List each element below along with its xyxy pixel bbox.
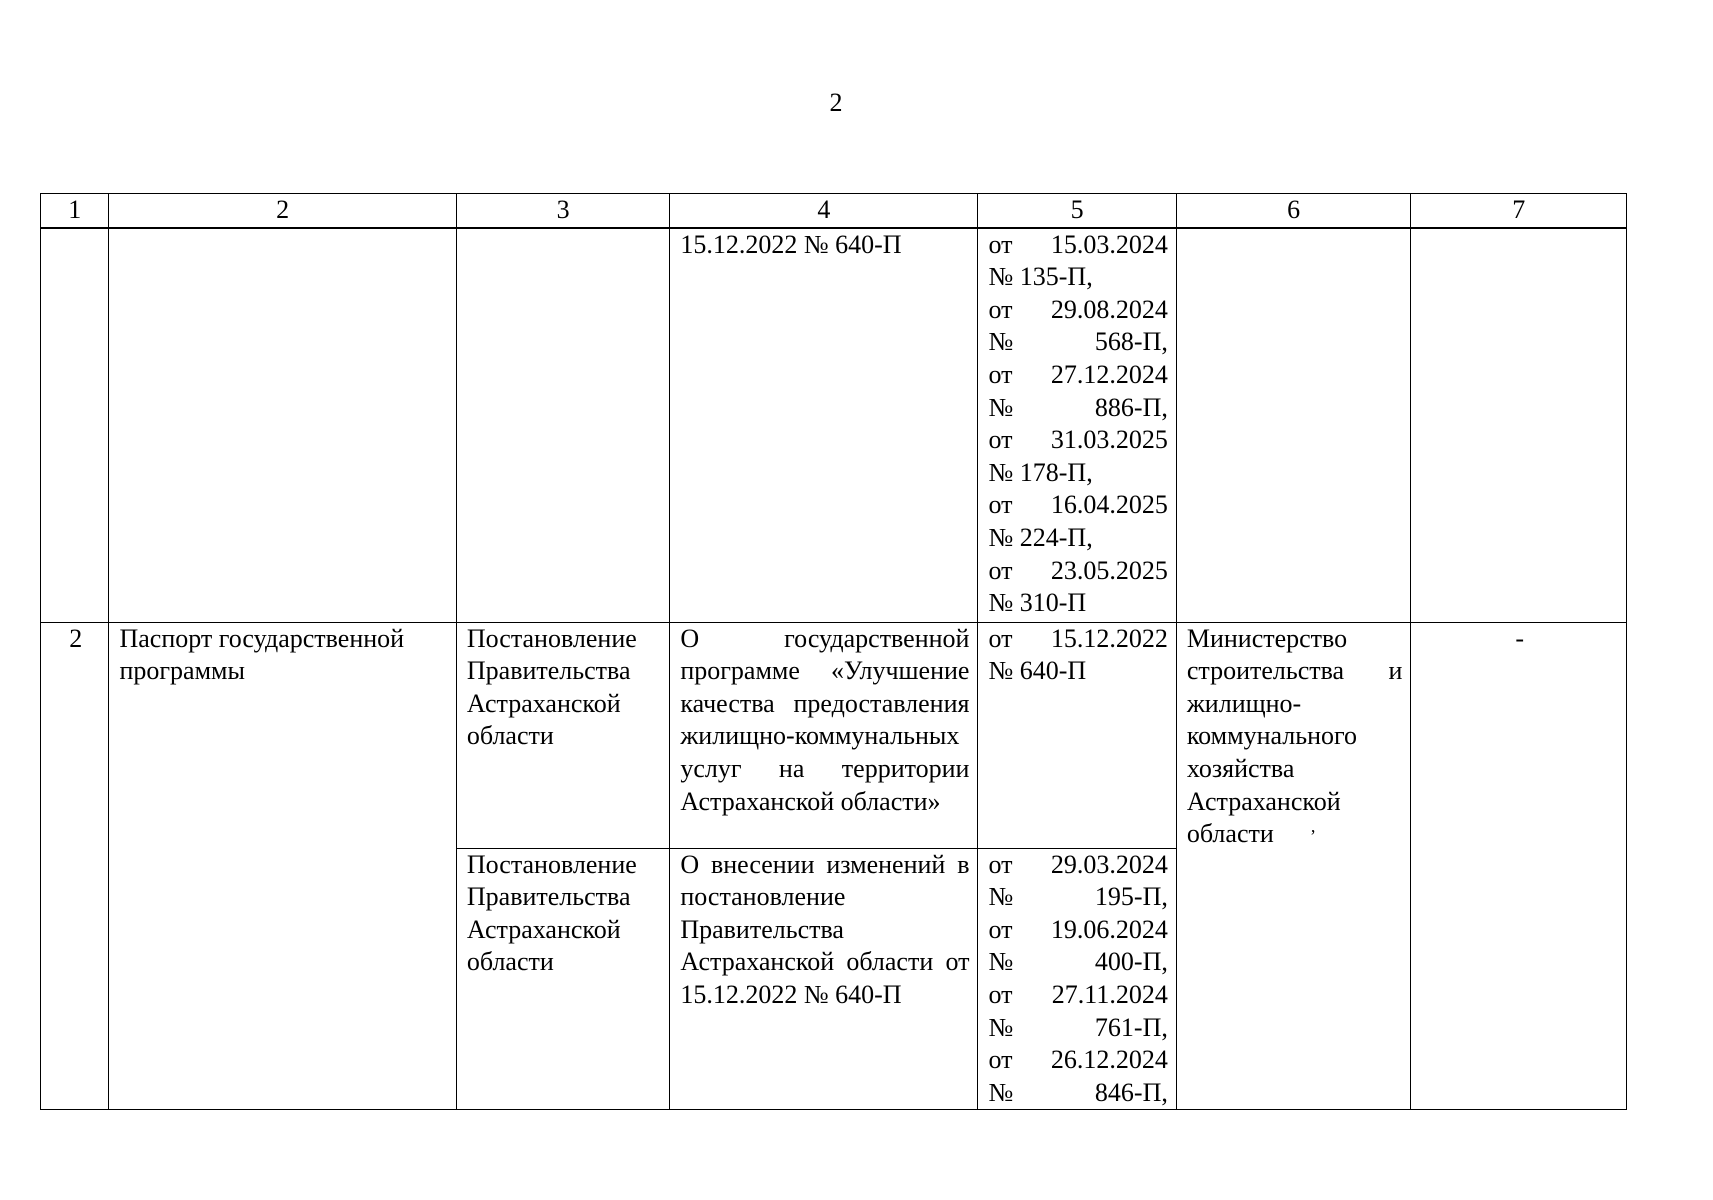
ref-line xyxy=(988,1044,1167,1077)
cell-act-details xyxy=(978,848,1176,1110)
ref-value: 846-П, xyxy=(1094,1077,1168,1107)
cell-number: 2 xyxy=(41,622,109,1110)
ref-line xyxy=(988,1077,1167,1110)
ref-prefix: № xyxy=(988,327,1014,357)
ref-line xyxy=(988,555,1167,588)
pen-mark: ʼ xyxy=(1310,826,1316,846)
cell-act-details xyxy=(978,622,1176,848)
header-col-7: 7 xyxy=(1411,194,1627,228)
cell-act-type: Постановление Правительства Астраханской области xyxy=(456,622,669,848)
ref-prefix: от xyxy=(988,359,1013,389)
cell-act-type: Постановление Правительства Астраханской области xyxy=(456,848,669,1110)
cell-note: - xyxy=(1411,622,1627,1110)
cell-act-type xyxy=(456,228,669,623)
ref-value: 400-П, xyxy=(1094,947,1168,977)
header-col-1: 1 xyxy=(41,194,109,228)
ref-list xyxy=(988,229,1167,620)
cell-number xyxy=(41,228,109,623)
ref-line xyxy=(988,294,1167,327)
ref-value: 568-П, xyxy=(1094,327,1168,357)
ref-prefix: № xyxy=(988,392,1014,422)
ref-line xyxy=(988,914,1167,947)
ref-value: 886-П, xyxy=(1094,392,1168,422)
ref-prefix: от xyxy=(988,294,1013,324)
ref-prefix: № 135-П, xyxy=(988,262,1093,292)
ref-prefix: от xyxy=(988,623,1013,653)
table-row xyxy=(41,622,1627,848)
ref-value: 195-П, xyxy=(1094,882,1168,912)
ref-prefix: № 224-П, xyxy=(988,522,1093,552)
cell-responsible: Министерство строительства и жилищно-коммунального хозяйства Астраханской области xyxy=(1176,622,1411,1110)
ref-line xyxy=(988,229,1167,262)
ref-value: 15.03.2024 xyxy=(1050,229,1168,259)
cell-responsible xyxy=(1176,228,1411,623)
ref-value: 23.05.2025 xyxy=(1050,555,1168,585)
cell-act-title: О государственной программе «Улучшение качества предоставления жилищно-коммунальных услуг на территории Астраханской области» xyxy=(670,622,978,848)
ref-prefix: от xyxy=(988,229,1013,259)
ref-prefix: № xyxy=(988,882,1014,912)
ref-prefix: № 178-П, xyxy=(988,457,1093,487)
ref-line xyxy=(988,392,1167,425)
cell-act-title: О внесении изменений в постановление Правительства Астраханской области от 15.12.2022 № 640-П xyxy=(670,848,978,1110)
ref-value: 29.03.2024 xyxy=(1050,849,1168,879)
ref-line xyxy=(988,457,1167,490)
ref-line xyxy=(988,623,1167,656)
ref-list xyxy=(988,623,1167,688)
ref-line xyxy=(988,946,1167,979)
ref-prefix: от xyxy=(988,914,1013,944)
ref-prefix: № xyxy=(988,1012,1014,1042)
table-row-continued xyxy=(41,228,1627,623)
page-number: 2 xyxy=(829,88,843,117)
header-col-3: 3 xyxy=(456,194,669,228)
ref-line xyxy=(988,424,1167,457)
ref-prefix: от xyxy=(988,490,1013,520)
header-col-6: 6 xyxy=(1176,194,1411,228)
ref-line xyxy=(988,587,1167,620)
ref-value: 31.03.2025 xyxy=(1050,425,1168,455)
header-col-5: 5 xyxy=(978,194,1176,228)
header-col-2: 2 xyxy=(109,194,456,228)
ref-line xyxy=(988,359,1167,392)
ref-line xyxy=(988,261,1167,294)
ref-line xyxy=(988,979,1167,1012)
ref-value: 761-П, xyxy=(1094,1012,1168,1042)
ref-prefix: № xyxy=(988,947,1014,977)
ref-prefix: № xyxy=(988,1077,1014,1107)
ref-value: 19.06.2024 xyxy=(1050,914,1168,944)
ref-line xyxy=(988,849,1167,882)
ref-line xyxy=(988,655,1167,688)
ref-prefix: от xyxy=(988,1045,1013,1075)
ref-line xyxy=(988,326,1167,359)
cell-note xyxy=(1411,228,1627,623)
ref-prefix: № 640-П xyxy=(988,656,1087,686)
ref-value: 26.12.2024 xyxy=(1050,1045,1168,1075)
header-row xyxy=(41,194,1627,228)
ref-prefix: от xyxy=(988,425,1013,455)
cell-act-details xyxy=(978,228,1176,623)
cell-document-name xyxy=(109,228,456,623)
ref-value: 29.08.2024 xyxy=(1050,294,1168,324)
ref-value: 27.11.2024 xyxy=(1051,979,1168,1009)
ref-line xyxy=(988,489,1167,522)
ref-prefix: от xyxy=(988,979,1013,1009)
document-table xyxy=(40,193,1627,1110)
ref-prefix: № 310-П xyxy=(988,588,1087,618)
ref-value: 27.12.2024 xyxy=(1050,359,1168,389)
ref-value: 15.12.2022 xyxy=(1050,623,1168,653)
ref-line xyxy=(988,522,1167,555)
ref-list xyxy=(988,849,1167,1110)
ref-line xyxy=(988,1012,1167,1045)
ref-line xyxy=(988,881,1167,914)
cell-act-title: 15.12.2022 № 640-П xyxy=(670,228,978,623)
ref-prefix: от xyxy=(988,849,1013,879)
cell-document-name: Паспорт государственной программы xyxy=(109,622,456,1110)
ref-prefix: от xyxy=(988,555,1013,585)
ref-value: 16.04.2025 xyxy=(1050,490,1168,520)
header-col-4: 4 xyxy=(670,194,978,228)
